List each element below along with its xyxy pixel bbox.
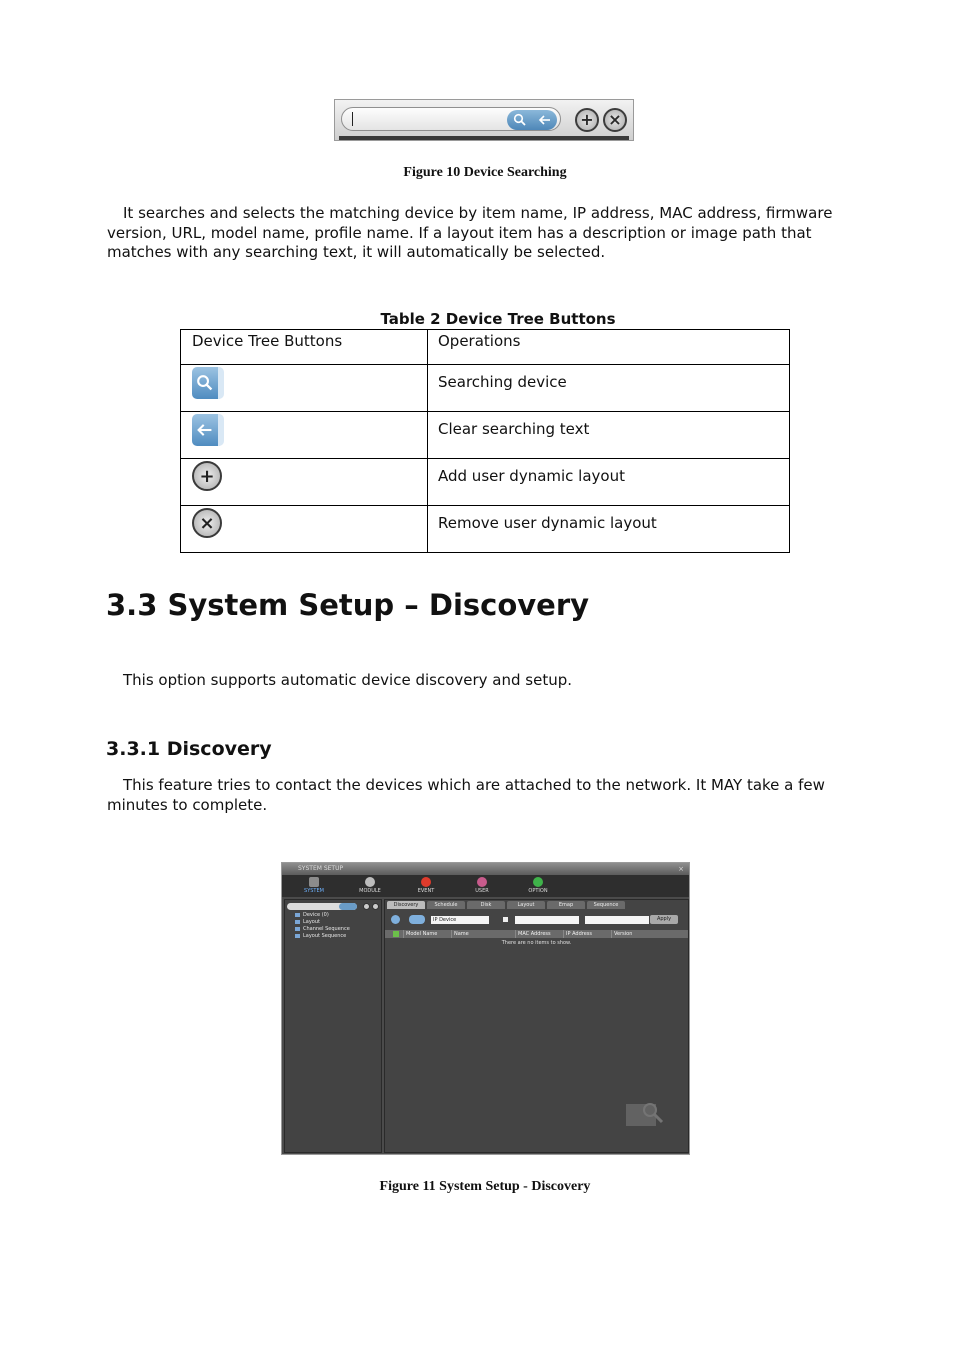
- empty-list-message: There are no items to show.: [501, 940, 572, 946]
- device-tree-buttons-table: [180, 329, 790, 553]
- table-header: Operations: [428, 330, 790, 365]
- apply-button[interactable]: Apply: [650, 915, 678, 924]
- back-arrow-icon[interactable]: [538, 113, 552, 127]
- table-caption: Table 2 Device Tree Buttons: [380, 310, 616, 328]
- paragraph-text: This option supports automatic device discovery and setup.: [123, 671, 573, 689]
- table-row: [181, 412, 790, 459]
- user-icon: [477, 877, 487, 887]
- device-search-bar: [334, 99, 634, 141]
- checkbox[interactable]: [503, 917, 508, 922]
- table-row: [181, 506, 790, 553]
- tree-item[interactable]: Layout: [295, 919, 320, 925]
- search-input[interactable]: [287, 903, 357, 910]
- paragraph-text: It searches and selects the matching device by item name, IP address, MAC address, firmware version, URL, model name, profile name. If a layout item has a description or image path that matches with any searching text, it will automatically be selected.: [107, 204, 833, 261]
- table-cell: Searching device: [428, 365, 790, 412]
- plus-circle-icon[interactable]: +: [575, 108, 599, 132]
- select-all-checkbox[interactable]: [393, 931, 399, 937]
- discovery-filter-bar: [389, 914, 684, 926]
- paragraph-text: This feature tries to contact the devices which are attached to the network. It MAY take a few minutes to complete.: [107, 776, 825, 814]
- column-header[interactable]: MAC Address: [515, 930, 551, 938]
- tree-item[interactable]: Layout Sequence: [295, 933, 346, 939]
- toolbar-event[interactable]: EVENT: [406, 877, 446, 894]
- tree-item[interactable]: Device (0): [295, 912, 329, 918]
- toolbar-option[interactable]: OPTION: [518, 877, 558, 894]
- table-cell: Clear searching text: [428, 412, 790, 459]
- close-icon[interactable]: ×: [678, 865, 684, 873]
- toolbar-system[interactable]: SYSTEM: [294, 877, 334, 894]
- system-setup-screenshot: [281, 862, 690, 1155]
- subsection-title: 3.3.1 Discovery: [106, 738, 272, 760]
- setup-toolbar: [282, 875, 689, 897]
- tab-disk[interactable]: Disk: [467, 901, 505, 909]
- window-titlebar: [282, 863, 689, 875]
- check-icon: [533, 877, 543, 887]
- plus-circle-icon[interactable]: [363, 903, 370, 910]
- toolbar-user[interactable]: USER: [462, 877, 502, 894]
- alarm-icon: [421, 877, 431, 887]
- back-arrow-icon: [192, 414, 224, 446]
- discovery-panel: [384, 899, 689, 1153]
- column-header[interactable]: Model Name: [403, 930, 437, 938]
- discover-button[interactable]: [409, 915, 425, 924]
- table-row: [181, 365, 790, 412]
- search-watermark-icon: [624, 1100, 664, 1130]
- table-cell: Remove user dynamic layout: [428, 506, 790, 553]
- text-cursor: [352, 112, 353, 126]
- column-header[interactable]: Version: [611, 930, 632, 938]
- gear-icon: [365, 877, 375, 887]
- search-button-group: [507, 110, 557, 130]
- plus-circle-icon: +: [192, 461, 222, 491]
- column-header[interactable]: IP Address: [563, 930, 592, 938]
- table-header-row: [181, 330, 790, 365]
- paragraph: [107, 776, 857, 815]
- table-header: Device Tree Buttons: [181, 330, 428, 365]
- search-icon: [192, 367, 224, 399]
- tab-discovery[interactable]: Discovery: [387, 901, 425, 909]
- figure-11-caption: Figure 11 System Setup - Discovery: [379, 1179, 591, 1194]
- window-title: SYSTEM SETUP: [298, 865, 344, 872]
- table-row: [181, 459, 790, 506]
- table-cell: Add user dynamic layout: [428, 459, 790, 506]
- search-icon[interactable]: [391, 915, 400, 924]
- toolbar-module[interactable]: MODULE: [350, 877, 390, 894]
- tab-sequence[interactable]: Sequence: [587, 901, 625, 909]
- column-header[interactable]: Name: [451, 930, 469, 938]
- tab-emap[interactable]: Emap: [547, 901, 585, 909]
- close-circle-icon: ×: [192, 508, 222, 538]
- tab-schedule[interactable]: Schedule: [427, 901, 465, 909]
- paragraph: [107, 671, 857, 691]
- server-icon: [309, 877, 319, 887]
- tab-layout[interactable]: Layout: [507, 901, 545, 909]
- tab-bar: [385, 900, 688, 910]
- close-circle-icon[interactable]: ×: [603, 108, 627, 132]
- device-type-select[interactable]: IP Device: [431, 916, 489, 924]
- device-list-header: [385, 930, 688, 938]
- search-icon[interactable]: [513, 113, 527, 127]
- close-circle-icon[interactable]: [372, 903, 379, 910]
- figure-10-caption: Figure 10 Device Searching: [403, 165, 567, 180]
- device-tree-panel: [284, 899, 382, 1153]
- ip-end-field[interactable]: [585, 916, 649, 924]
- paragraph: [107, 204, 857, 263]
- tree-item[interactable]: Channel Sequence: [295, 926, 350, 932]
- ip-start-field[interactable]: [515, 916, 579, 924]
- section-title: 3.3 System Setup – Discovery: [106, 588, 590, 622]
